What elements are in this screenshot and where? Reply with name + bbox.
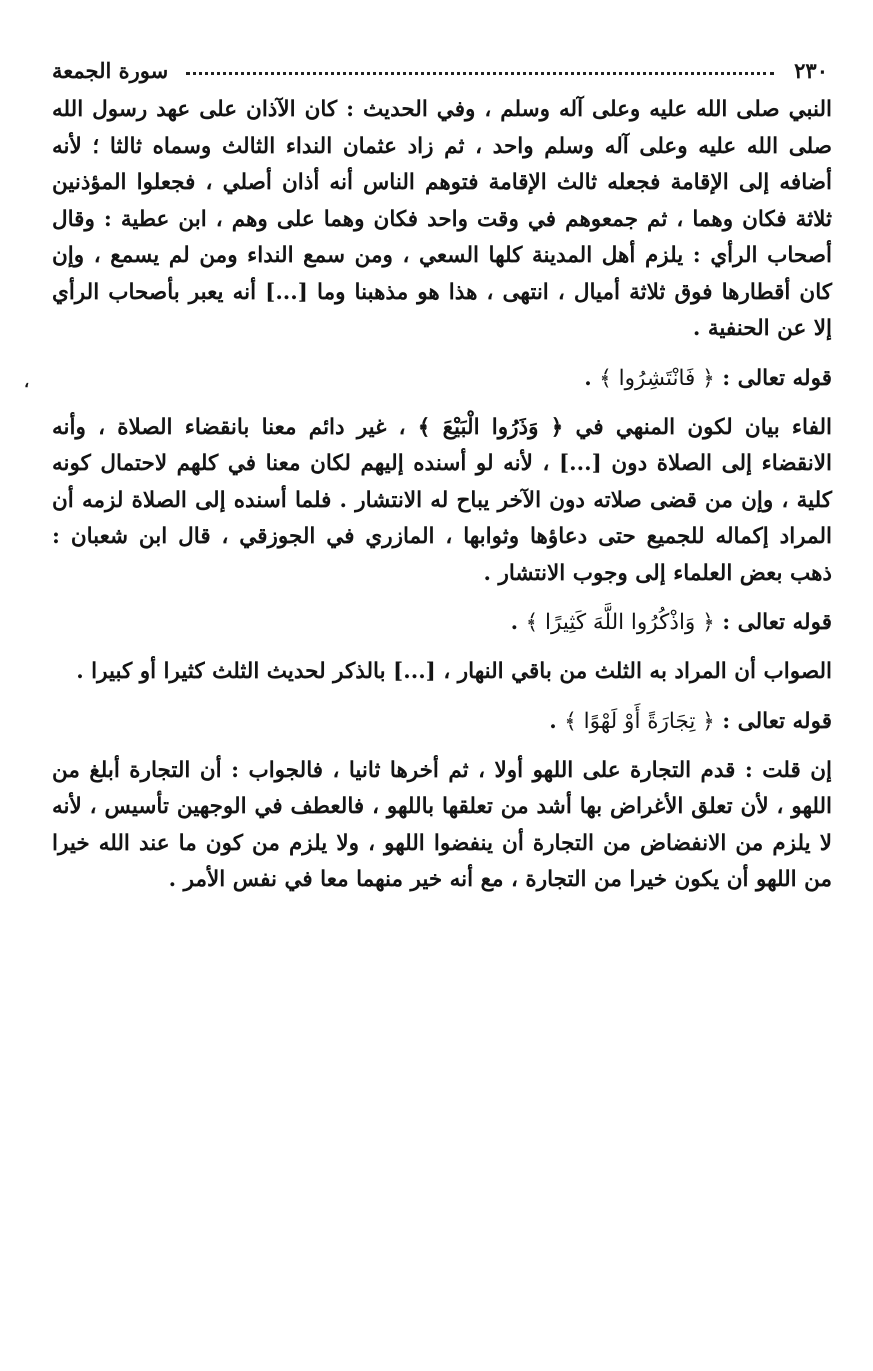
commentary-paragraph-1: النبي صلى الله عليه وعلى آله وسلم ، وفي الحديث : كان الآذان على عهد رسول الله صلى الله عليه وعلى آله وسلم واحد ، ثم زاد عثمان النداء الثالث وسماه ثالثا ؛ لأنه أضافه إلى الإقامة فجعله ثالث الإقامة فتوهم الناس أنه أذان أصلي ، فجعلوا المؤذنين ثلاثة فكان وهما ، ثم جمعوهم في وقت واحد فكان وهما على وهم ، ابن عطية : وقال أصحاب الرأي : يلزم أهل المدينة كلها السعي ، ومن سمع النداء ومن لم يسمع ، وإن كان أقطارها فوق ثلاثة أميال ، انتهى ، هذا هو مذهبنا وما [...] أنه يعبر بأصحاب الرأي إلا عن الحنفية . — [52, 97, 832, 341]
commentary-body — [52, 92, 832, 899]
surah-title: سورة الجمعة — [52, 57, 169, 83]
margin-mark: ، — [24, 372, 30, 391]
verse-heading-1 — [52, 361, 832, 397]
verse-heading-end: . — [510, 610, 519, 635]
verse-heading-end: . — [549, 708, 557, 734]
commentary-paragraph-4: إن قلت : قدم التجارة على اللهو أولا ، ثم أخرها ثانيا ، فالجواب : أن التجارة أبلغ من اللهو ، لأن تعلق الأغراض بها أشد من تعلقها باللهو ، فالعطف في الوجهين تأسيس ، لأنه لا يلزم من الانفضاض من التجارة أن ينفضوا اللهو ، ولا يلزم من كون ما عند الله خيرا من اللهو أن يكون خيرا من التجارة ، مع أنه خير منهما معا في نفس الأمر . — [52, 757, 832, 892]
verse-heading-2 — [52, 605, 832, 641]
quran-verse-quote: ﴿ فَانْتَشِرُوا ﴾ — [599, 365, 715, 391]
dotted-leader-rule — [186, 72, 774, 75]
commentary-paragraph-2: الفاء بيان لكون المنهي في ﴿ وَذَرُوا الْبَيْعَ ﴾ ، غير دائم معنا بانقضاء الصلاة ، وأنه الانقضاء إلى الصلاة دون [...] ، لأنه لو أسنده إليهم لكان معنا في كلهم لاحتمال كونه كلية ، وإن من قضى صلاته دون الآخر يباح له الانتشار . فلما أسنده إلى الصلاة لزمه أن المراد إكماله للجميع حتى دعاؤها وثوابها ، المازري في الجوزقي ، قال ابن شعبان : ذهب بعض العلماء إلى وجوب الانتشار . — [52, 414, 832, 586]
verse-heading-lead: قوله تعالى : — [722, 365, 832, 391]
quran-verse-quote: ﴿ وَاذْكُرُوا اللَّهَ كَثِيرًا ﴾ — [525, 610, 715, 635]
running-header — [52, 52, 828, 88]
verse-heading-3 — [52, 704, 832, 740]
page-number: ٢٣٠ — [794, 57, 828, 83]
commentary-paragraph-3: الصواب أن المراد به الثلث من باقي النهار ، [...] بالذكر لحديث الثلث كثيرا أو كبيرا . — [76, 659, 832, 684]
verse-heading-lead: قوله تعالى : — [722, 610, 832, 635]
quran-verse-quote: ﴿ تِجَارَةً أَوْ لَهْوًا ﴾ — [564, 708, 715, 734]
verse-heading-lead: قوله تعالى : — [722, 708, 832, 734]
verse-heading-end: . — [584, 365, 592, 391]
